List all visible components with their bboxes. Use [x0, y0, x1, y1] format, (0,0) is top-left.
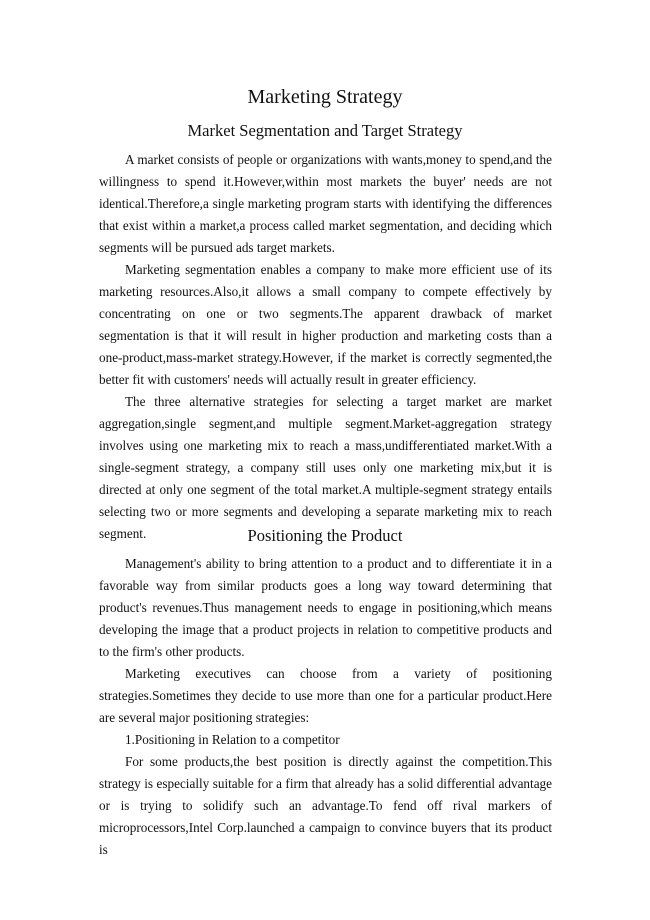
paragraph: For some products,the best position is directly against the competition.This strategy is especially suitable for a firm that already has a solid differential advantage or is trying to solidify such an advantage.To fend off rival markers of microprocessors,Intel Corp.launched a campaign to convince buyers that its product is [99, 754, 552, 857]
section-heading-segmentation: Market Segmentation and Target Strategy [187, 121, 463, 140]
list-item: 1.Positioning in Relation to a competitor [125, 732, 340, 747]
section-heading-positioning: Positioning the Product [247, 526, 403, 545]
section-body-segmentation [99, 149, 552, 545]
section-body-positioning [99, 553, 552, 861]
paragraph: Management's ability to bring attention to a product and to differentiate it in a favorable way from similar products goes a long way toward determining that product's revenues.Thus management needs to engage in positioning,which means developing the image that a product projects in relation to competitive products and to the firm's other products. [99, 556, 552, 659]
paragraph: A market consists of people or organizations with wants,money to spend,and the willingness to spend it.However,within most markets the buyer' needs are not identical.Therefore,a single marketing program starts with identifying the differences that exist within a market,a process called market segmentation, and deciding which segments will be pursued ads target markets. [99, 152, 552, 255]
document-title: Marketing Strategy [247, 86, 403, 108]
paragraph: Marketing executives can choose from a variety of positioning strategies.Sometimes they decide to use more than one for a particular product.Here are several major positioning strategies: [99, 666, 552, 725]
paragraph: Marketing segmentation enables a company to make more efficient use of its marketing resources.Also,it allows a small company to compete effectively by concentrating on one or two segments.The apparent drawback of market segmentation is that it will result in higher production and marketing costs than a one-product,mass-market strategy.However, if the market is correctly segmented,the better fit with customers' needs will actually result in greater efficiency. [99, 262, 552, 387]
paragraph: The three alternative strategies for selecting a target market are market aggregation,single segment,and multiple segment.Market-aggregation strategy involves using one marketing mix to reach a mass,undifferentiated market.With a single-segment strategy, a company still uses only one marketing mix,but it is directed at only one segment of the total market.A multiple-segment strategy entails selecting two or more segments and developing a separate marketing mix to reach segment. [99, 394, 552, 541]
